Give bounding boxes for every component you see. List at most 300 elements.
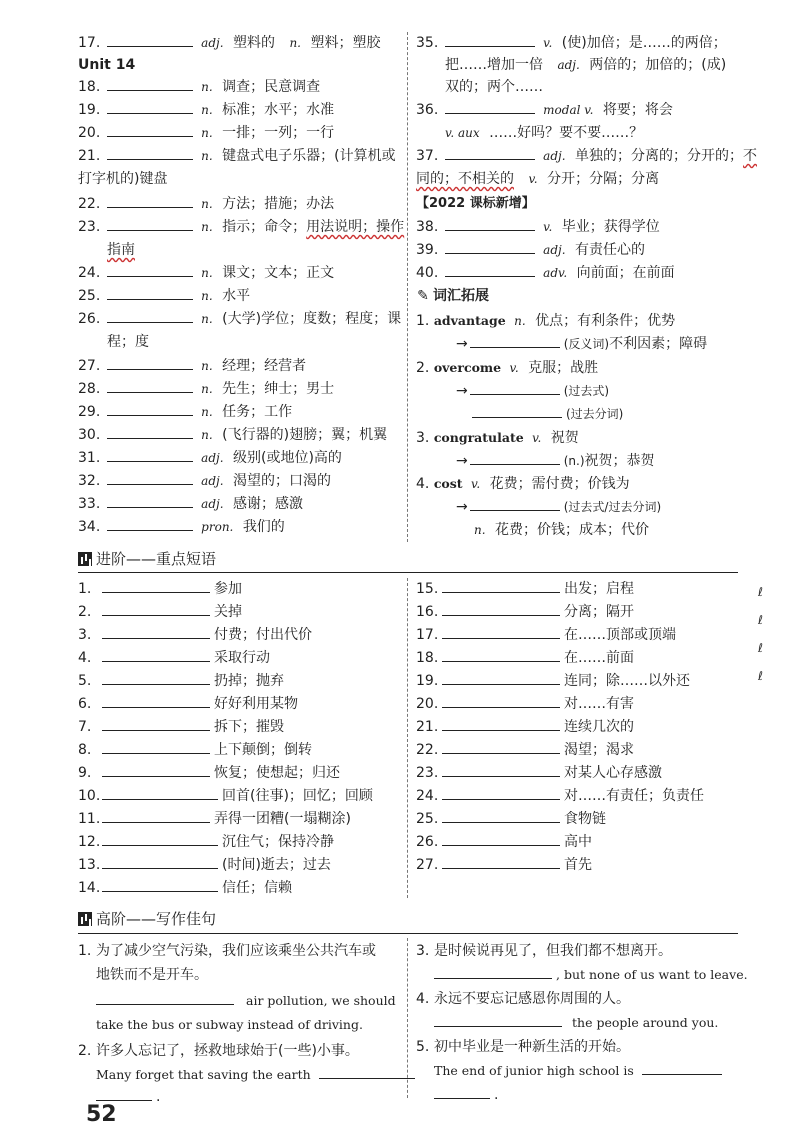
meaning: 调查；民意调查	[222, 79, 321, 95]
answer-blank[interactable]	[107, 99, 193, 114]
phrase-item	[78, 877, 292, 899]
highlighted-meaning: 指南	[107, 242, 135, 258]
item-number: 13.	[78, 857, 101, 873]
part-of-speech: adj.	[543, 149, 566, 163]
phrase-item	[416, 739, 634, 761]
answer-blank[interactable]	[102, 647, 210, 662]
vocab-item	[78, 378, 334, 400]
margin-marks	[758, 578, 763, 690]
writing-item	[78, 940, 376, 962]
item-number: 10.	[78, 788, 101, 804]
meaning: 恢复；使想起；归还	[214, 765, 340, 781]
english-text: The end of junior high school is	[434, 1063, 634, 1078]
answer-blank[interactable]	[445, 216, 535, 231]
vocab-item	[78, 99, 334, 121]
margin-mark: ℓ	[758, 585, 763, 599]
phrase-item	[78, 854, 331, 876]
meaning: 采取行动	[214, 650, 270, 666]
phrase-item	[416, 854, 592, 876]
meaning: ……好吗？要不要……？	[489, 125, 644, 141]
section-title: 高阶——写作佳句	[96, 910, 217, 928]
item-number: 18.	[78, 79, 101, 95]
phrase-item	[416, 808, 606, 830]
answer-blank[interactable]	[445, 239, 535, 254]
item-number: 26.	[78, 311, 101, 327]
item-number: 21.	[78, 148, 101, 164]
answer-blank[interactable]	[107, 76, 193, 91]
answer-blank[interactable]	[107, 32, 193, 47]
answer-blank[interactable]	[102, 854, 218, 869]
answer-blank[interactable]	[107, 378, 193, 393]
meaning: 对……有责任；负责任	[564, 788, 704, 804]
headword: congratulate	[433, 430, 524, 445]
highlighted-meaning: 同的；不相关的	[416, 171, 514, 187]
answer-blank[interactable]	[107, 401, 193, 416]
meaning: 拆下；摧毁	[214, 719, 284, 735]
part-of-speech: v.	[532, 431, 542, 445]
column-divider	[407, 32, 408, 542]
vocab-item-continued: 程；度	[107, 334, 149, 350]
part-of-speech: v.	[543, 220, 553, 234]
item-number: 6.	[78, 696, 92, 712]
meaning: 两倍的；加倍的；(成)	[589, 57, 727, 73]
item-number: 36.	[416, 102, 439, 118]
phrase-item	[416, 578, 634, 600]
vocab-item-continued: 双的；两个……	[445, 79, 543, 95]
section-title: 词汇拓展	[433, 288, 489, 304]
item-number: 39.	[416, 242, 439, 258]
vocab-item	[416, 239, 645, 261]
chinese-sentence: 为了减少空气污染，我们应该乘坐公共汽车或	[96, 943, 376, 959]
answer-blank[interactable]	[434, 964, 552, 979]
item-number: 30.	[78, 427, 101, 443]
meaning: 关掉	[214, 604, 242, 620]
expansion-item	[416, 427, 579, 449]
part-of-speech: n.	[201, 103, 213, 117]
part-of-speech: n.	[201, 220, 213, 234]
item-number: 3.	[416, 430, 430, 446]
item-number: 26.	[416, 834, 439, 850]
answer-blank[interactable]	[442, 762, 560, 777]
item-number: 33.	[78, 496, 101, 512]
answer-blank[interactable]	[107, 355, 193, 370]
answer-blank[interactable]	[442, 578, 560, 593]
answer-blank[interactable]	[102, 739, 210, 754]
item-number: 17.	[416, 627, 439, 643]
answer-blank[interactable]	[102, 624, 210, 639]
answer-blank[interactable]	[442, 808, 560, 823]
answer-blank[interactable]	[445, 262, 535, 277]
answer-blank[interactable]	[107, 447, 193, 462]
meaning: 一排；一列；一行	[222, 125, 335, 141]
answer-blank[interactable]	[442, 716, 560, 731]
hint: (过去式)	[563, 384, 610, 398]
arrow-icon: →	[456, 383, 468, 399]
answer-blank[interactable]	[102, 716, 210, 731]
item-number: 25.	[78, 288, 101, 304]
phrase-item	[78, 762, 340, 784]
meaning: (使)加倍；是……的两倍；	[561, 35, 727, 51]
answer-blank[interactable]	[107, 308, 193, 323]
writing-item	[416, 1036, 630, 1058]
vocab-item	[78, 32, 380, 54]
english-sentence-continued	[434, 1084, 498, 1106]
item-number: 23.	[416, 765, 439, 781]
section-divider	[78, 572, 738, 573]
item-number: 2.	[416, 360, 430, 376]
vocab-expansion-heading	[416, 285, 489, 307]
phrase-item	[78, 601, 242, 623]
hint: (过去式/过去分词)	[563, 500, 662, 514]
phrase-item	[78, 578, 242, 600]
section-header-phrases	[78, 546, 216, 572]
answer-blank[interactable]	[442, 739, 560, 754]
english-text: the people around you.	[572, 1015, 719, 1030]
answer-blank[interactable]	[470, 450, 560, 465]
writing-item	[416, 988, 630, 1010]
item-number: 5.	[78, 673, 92, 689]
meaning: 出发；启程	[564, 581, 634, 597]
meaning: 连续几次的	[564, 719, 634, 735]
item-number: 31.	[78, 450, 101, 466]
vocab-item-continued	[416, 168, 659, 190]
unit-heading: Unit 14	[78, 57, 136, 73]
english-text: , but none of us want to leave.	[556, 967, 748, 982]
answer-blank[interactable]	[434, 1012, 562, 1027]
part-of-speech: adj.	[543, 243, 566, 257]
answer-blank[interactable]	[472, 403, 562, 418]
part-of-speech: n.	[201, 149, 213, 163]
answer-blank[interactable]	[107, 285, 193, 300]
part-of-speech: adj.	[201, 36, 224, 50]
item-number: 34.	[78, 519, 101, 535]
item-number: 32.	[78, 473, 101, 489]
vocab-item-continued	[445, 54, 726, 76]
vocab-item-continued	[445, 122, 643, 144]
vocab-item	[78, 122, 334, 144]
meaning: 信任；信赖	[222, 880, 292, 896]
hint: (反义词)	[563, 337, 610, 351]
item-number: 24.	[416, 788, 439, 804]
item-number: 27.	[78, 358, 101, 374]
meaning: (大学)学位；度数；程度；课	[222, 311, 402, 327]
meaning: 键盘式电子乐器；(计算机或	[222, 148, 396, 164]
part-of-speech: n.	[201, 289, 213, 303]
hint: (n.)	[563, 454, 585, 468]
part-of-speech: modal v.	[543, 103, 594, 117]
vocab-item	[78, 470, 331, 492]
chinese-sentence: 是时候说再见了，但我们都不想离开。	[434, 943, 672, 959]
meaning: 在……顶部或顶端	[564, 627, 676, 643]
meaning: 连同；除……以外还	[564, 673, 690, 689]
meaning: 塑料；塑胶	[310, 35, 381, 51]
answer-blank[interactable]	[442, 831, 560, 846]
part-of-speech: adv.	[543, 266, 568, 280]
part-of-speech: n.	[201, 405, 213, 419]
meaning: 我们的	[242, 519, 285, 535]
answer-blank[interactable]	[107, 470, 193, 485]
answer-blank[interactable]	[102, 831, 218, 846]
item-number: 1.	[78, 581, 92, 597]
item-number: 18.	[416, 650, 439, 666]
meaning: 塑料的	[233, 35, 275, 51]
vocab-item	[78, 516, 285, 538]
arrow-icon: →	[456, 336, 468, 352]
answer-blank[interactable]	[442, 854, 560, 869]
meaning: 级别(或地位)高的	[233, 450, 342, 466]
answer-blank[interactable]	[445, 32, 535, 47]
part-of-speech: v.	[509, 361, 519, 375]
phrase-item	[416, 601, 634, 623]
answer-blank[interactable]	[434, 1084, 490, 1099]
answer-blank[interactable]	[107, 493, 193, 508]
part-of-speech: pron.	[201, 520, 234, 534]
answer-blank[interactable]	[442, 601, 560, 616]
answer-blank[interactable]	[442, 785, 560, 800]
chart-icon	[78, 552, 92, 566]
margin-mark: ℓ	[758, 669, 763, 683]
answer-blank[interactable]	[319, 1064, 415, 1079]
vocab-item	[78, 355, 306, 377]
item-number: 22.	[78, 196, 101, 212]
expansion-item	[416, 310, 675, 332]
english-text: .	[156, 1089, 161, 1105]
item-number: 3.	[78, 627, 92, 643]
answer-blank[interactable]	[102, 670, 210, 685]
item-number: 35.	[416, 35, 439, 51]
item-number: 37.	[416, 148, 439, 164]
vocab-item-continued: 打字机的)键盘	[78, 171, 168, 187]
expansion-derivative	[416, 450, 655, 472]
phrase-item	[78, 693, 298, 715]
part-of-speech: adj.	[557, 58, 580, 72]
answer-blank[interactable]	[107, 262, 193, 277]
answer-blank[interactable]	[470, 333, 560, 348]
pencil-icon: ✎	[417, 288, 429, 304]
section-header-writing	[78, 906, 216, 932]
answer-blank[interactable]	[107, 145, 193, 160]
expansion-item	[416, 473, 630, 495]
meaning: 课文；文本；正文	[222, 265, 335, 281]
item-number: 20.	[78, 125, 101, 141]
answer-blank[interactable]	[102, 693, 210, 708]
english-sentence	[96, 1064, 419, 1086]
meaning: 感谢；感激	[233, 496, 303, 512]
vocab-item-continued	[107, 239, 135, 261]
part-of-speech: n.	[201, 382, 213, 396]
answer-blank[interactable]	[102, 877, 218, 892]
answer-blank[interactable]	[442, 647, 560, 662]
meaning: 渴望的；口渴的	[233, 473, 331, 489]
margin-mark: ℓ	[758, 641, 763, 655]
part-of-speech: n.	[201, 312, 213, 326]
phrase-item	[78, 785, 373, 807]
headword: advantage	[433, 313, 506, 328]
expansion-derivative	[470, 403, 623, 425]
phrase-item	[416, 716, 634, 738]
answer-blank[interactable]	[107, 216, 193, 231]
meaning: 参加	[214, 581, 242, 597]
answer-blank[interactable]	[445, 99, 535, 114]
meaning: (飞行器的)翅膀；翼；机翼	[222, 427, 388, 443]
meaning: 分离；隔开	[564, 604, 634, 620]
meaning: 不利因素；障碍	[609, 336, 708, 352]
meaning: 先生；绅士；男士	[222, 381, 335, 397]
english-text: air pollution, we should	[246, 993, 396, 1008]
vocab-item	[78, 401, 292, 423]
phrase-item	[78, 647, 270, 669]
item-number: 11.	[78, 811, 101, 827]
phrase-item	[416, 647, 634, 669]
answer-blank[interactable]	[470, 496, 560, 511]
vocab-item	[416, 32, 727, 54]
expansion-derivative	[416, 496, 661, 518]
writing-item	[78, 1040, 359, 1062]
item-number: 29.	[78, 404, 101, 420]
vocab-item	[78, 145, 396, 167]
chinese-sentence-continued: 地铁而不是开车。	[96, 967, 208, 983]
new-words-tag: 【2022 课标新增】	[416, 196, 535, 211]
item-number: 2.	[78, 1043, 92, 1059]
item-number: 17.	[78, 35, 101, 51]
meaning: 将要；将会	[602, 102, 673, 118]
answer-blank[interactable]	[642, 1060, 722, 1075]
item-number: 23.	[78, 219, 101, 235]
headword: overcome	[433, 360, 502, 375]
meaning: 对……有害	[564, 696, 634, 712]
answer-blank[interactable]	[442, 670, 560, 685]
expansion-derivative	[416, 333, 707, 355]
item-number: 15.	[416, 581, 439, 597]
part-of-speech: n.	[289, 36, 301, 50]
column-divider	[407, 578, 408, 898]
answer-blank[interactable]	[445, 145, 535, 160]
part-of-speech: n.	[474, 523, 486, 537]
section-divider	[78, 933, 738, 934]
part-of-speech: v. aux	[445, 126, 480, 140]
answer-blank[interactable]	[102, 762, 210, 777]
meaning: 分开；分隔；分离	[547, 171, 660, 187]
vocab-item	[78, 493, 303, 515]
item-number: 28.	[78, 381, 101, 397]
part-of-speech: v.	[471, 477, 481, 491]
english-sentence	[434, 964, 748, 986]
item-number: 20.	[416, 696, 439, 712]
item-number: 5.	[416, 1039, 430, 1055]
answer-blank[interactable]	[96, 1086, 152, 1101]
item-number: 38.	[416, 219, 439, 235]
chinese-sentence: 永远不要忘记感恩你周围的人。	[434, 991, 630, 1007]
meaning: 食物链	[564, 811, 606, 827]
meaning: 任务；工作	[222, 404, 293, 420]
meaning: 高中	[564, 834, 592, 850]
answer-blank[interactable]	[107, 424, 193, 439]
meaning: 扔掉；抛弃	[214, 673, 284, 689]
answer-blank[interactable]	[107, 122, 193, 137]
answer-blank[interactable]	[102, 785, 218, 800]
part-of-speech: n.	[201, 428, 213, 442]
meaning: 克服；战胜	[528, 360, 599, 376]
meaning: 向前面；在前面	[576, 265, 675, 281]
expansion-derivative	[416, 380, 609, 402]
meaning: 水平	[222, 288, 251, 304]
meaning: 对某人心存感激	[564, 765, 662, 781]
english-text: .	[494, 1087, 499, 1103]
english-text: take the bus or subway instead of driving.	[96, 1017, 363, 1032]
answer-blank[interactable]	[102, 601, 210, 616]
part-of-speech: v.	[528, 172, 538, 186]
arrow-icon: →	[456, 453, 468, 469]
part-of-speech: n.	[201, 197, 213, 211]
expansion-derivative	[474, 519, 649, 541]
arrow-icon: →	[456, 499, 468, 515]
answer-blank[interactable]	[96, 990, 234, 1005]
vocab-item	[78, 216, 404, 238]
item-number: 12.	[78, 834, 101, 850]
item-number: 4.	[78, 650, 92, 666]
vocab-item	[78, 424, 387, 446]
part-of-speech: adj.	[201, 451, 224, 465]
answer-blank[interactable]	[107, 193, 193, 208]
item-number: 2.	[78, 604, 92, 620]
meaning: 指示；命令；	[222, 219, 307, 235]
item-number: 7.	[78, 719, 92, 735]
meaning: 祝贺	[550, 430, 579, 446]
vocab-item	[78, 76, 320, 98]
item-number: 16.	[416, 604, 439, 620]
meaning: 单独的；分离的；分开的；	[575, 148, 743, 164]
page-number: 52	[86, 1102, 117, 1127]
vocab-item	[78, 447, 342, 469]
item-number: 19.	[78, 102, 101, 118]
english-sentence	[434, 1012, 718, 1034]
part-of-speech: n.	[201, 266, 213, 280]
phrase-item	[78, 739, 312, 761]
meaning: 在……前面	[564, 650, 634, 666]
answer-blank[interactable]	[470, 380, 560, 395]
meaning: 标准；水平；水准	[222, 102, 335, 118]
phrase-item	[416, 693, 634, 715]
expansion-item	[416, 357, 598, 379]
part-of-speech: n.	[201, 359, 213, 373]
chinese-sentence: 初中毕业是一种新生活的开始。	[434, 1039, 630, 1055]
phrase-item	[416, 670, 690, 692]
vocab-item	[416, 262, 675, 284]
answer-blank[interactable]	[442, 693, 560, 708]
chinese-sentence: 许多人忘记了，拯救地球始于(一些)小事。	[96, 1043, 359, 1059]
chart-icon	[78, 912, 92, 926]
meaning: 渴望；渴求	[564, 742, 634, 758]
answer-blank[interactable]	[102, 578, 210, 593]
item-number: 25.	[416, 811, 439, 827]
meaning: 把……增加一倍	[445, 57, 543, 73]
part-of-speech: adj.	[201, 474, 224, 488]
meaning: 花费；价钱；成本；代价	[495, 522, 649, 538]
answer-blank[interactable]	[107, 516, 193, 531]
vocab-item	[78, 262, 334, 284]
answer-blank[interactable]	[102, 808, 210, 823]
item-number: 14.	[78, 880, 101, 896]
phrase-item	[78, 624, 312, 646]
english-sentence	[434, 1060, 726, 1082]
vocab-item	[416, 99, 673, 121]
meaning: 优点；有利条件；优势	[535, 313, 676, 329]
item-number: 4.	[416, 991, 430, 1007]
margin-mark: ℓ	[758, 613, 763, 627]
item-number: 9.	[78, 765, 92, 781]
answer-blank[interactable]	[442, 624, 560, 639]
meaning: 毕业；获得学位	[561, 219, 660, 235]
